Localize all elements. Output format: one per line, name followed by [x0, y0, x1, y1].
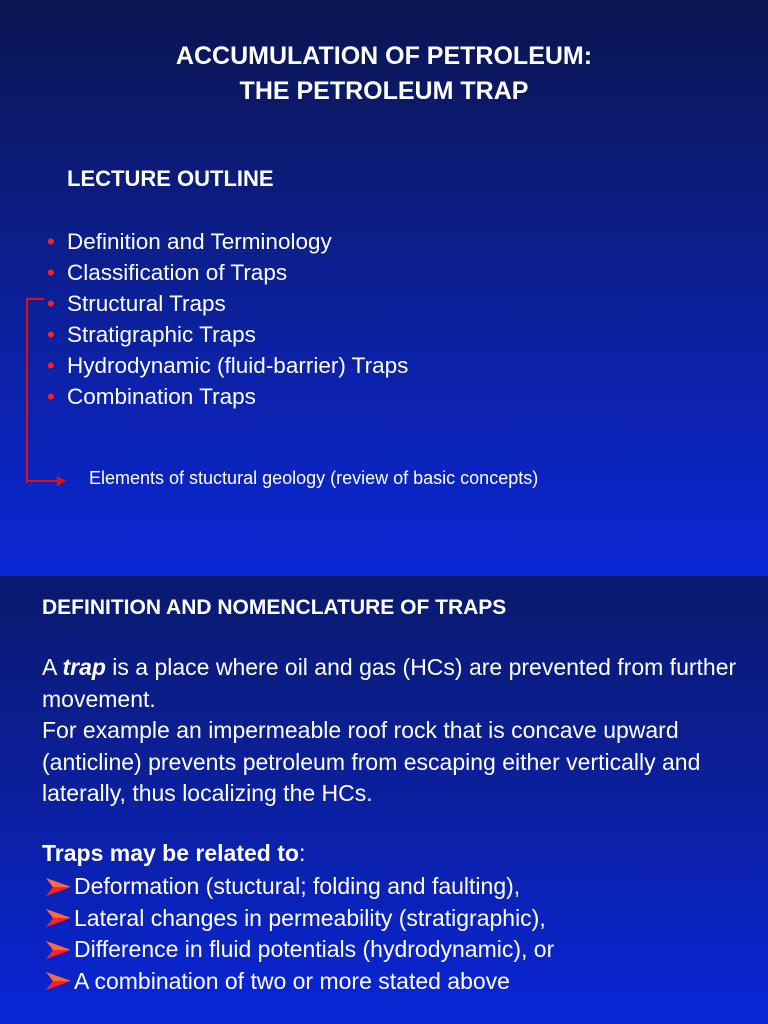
definition-heading: DEFINITION AND NOMENCLATURE OF TRAPS	[42, 596, 507, 619]
trap-term: trap	[62, 654, 106, 680]
red-arrowhead-icon	[44, 876, 72, 898]
definition-paragraph-2: For example an impermeable roof rock that is concave upward (anticline) prevents petroleum from escaping either vertically and laterally, thus localizing the HCs.	[42, 717, 701, 806]
slide-title-line-2: THE PETROLEUM TRAP	[239, 77, 529, 105]
trap-relation-item	[44, 903, 554, 935]
trap-relation-list	[44, 871, 554, 997]
trap-relation-text: Lateral changes in permeability (stratigraphic),	[74, 904, 546, 931]
outline-bullet-item	[47, 226, 408, 257]
outline-bullet-item	[47, 319, 408, 350]
connector-arrow-line	[27, 480, 59, 482]
red-arrowhead-icon	[44, 907, 72, 929]
outline-bullet-item	[47, 381, 408, 412]
outline-bullet-text: Combination Traps	[67, 384, 256, 409]
red-dot-bullet-icon: •	[47, 260, 55, 285]
outline-heading: LECTURE OUTLINE	[67, 166, 274, 191]
outline-bullet-item	[47, 257, 408, 288]
arrow-right-icon	[57, 476, 66, 486]
outline-bullet-item	[47, 288, 408, 319]
outline-bullet-text: Structural Traps	[67, 291, 226, 316]
trap-relation-item	[44, 871, 554, 903]
red-dot-bullet-icon: •	[47, 229, 55, 254]
definition-paragraph-1	[42, 652, 752, 715]
related-heading	[42, 840, 305, 867]
red-dot-bullet-icon: •	[47, 291, 55, 316]
red-arrowhead-icon	[44, 939, 72, 961]
outline-bullet-text: Definition and Terminology	[67, 229, 332, 254]
outline-bullet-item	[47, 350, 408, 381]
related-heading-colon: :	[298, 840, 306, 866]
outline-note: Elements of stuctural geology (review of basic concepts)	[89, 468, 539, 488]
definition-rest: is a place where oil and gas (HCs) are prevented from further movement.	[42, 654, 737, 712]
outline-bullet-text: Stratigraphic Traps	[67, 322, 256, 347]
outline-bullet-text: Hydrodynamic (fluid-barrier) Traps	[67, 353, 409, 378]
trap-relation-text: A combination of two or more stated above	[74, 967, 510, 994]
connector-bracket	[26, 298, 44, 483]
slide-title-line-1: ACCUMULATION OF PETROLEUM:	[175, 42, 593, 70]
trap-relation-item	[44, 934, 554, 966]
red-dot-bullet-icon: •	[47, 353, 55, 378]
definition-prefix: A	[42, 654, 63, 680]
definition-body	[42, 652, 752, 810]
slide-definition	[0, 576, 768, 1024]
trap-relation-item	[44, 966, 554, 998]
related-heading-text: Traps may be related to	[42, 840, 299, 866]
red-dot-bullet-icon: •	[47, 384, 55, 409]
trap-relation-text: Deformation (stuctural; folding and faulting),	[74, 873, 521, 899]
outline-bullet-text: Classification of Traps	[67, 260, 288, 285]
red-dot-bullet-icon: •	[47, 322, 55, 347]
trap-relation-text: Difference in fluid potentials (hydrodynamic), or	[74, 936, 555, 962]
outline-bullet-list	[47, 226, 408, 412]
red-arrowhead-icon	[44, 970, 72, 992]
